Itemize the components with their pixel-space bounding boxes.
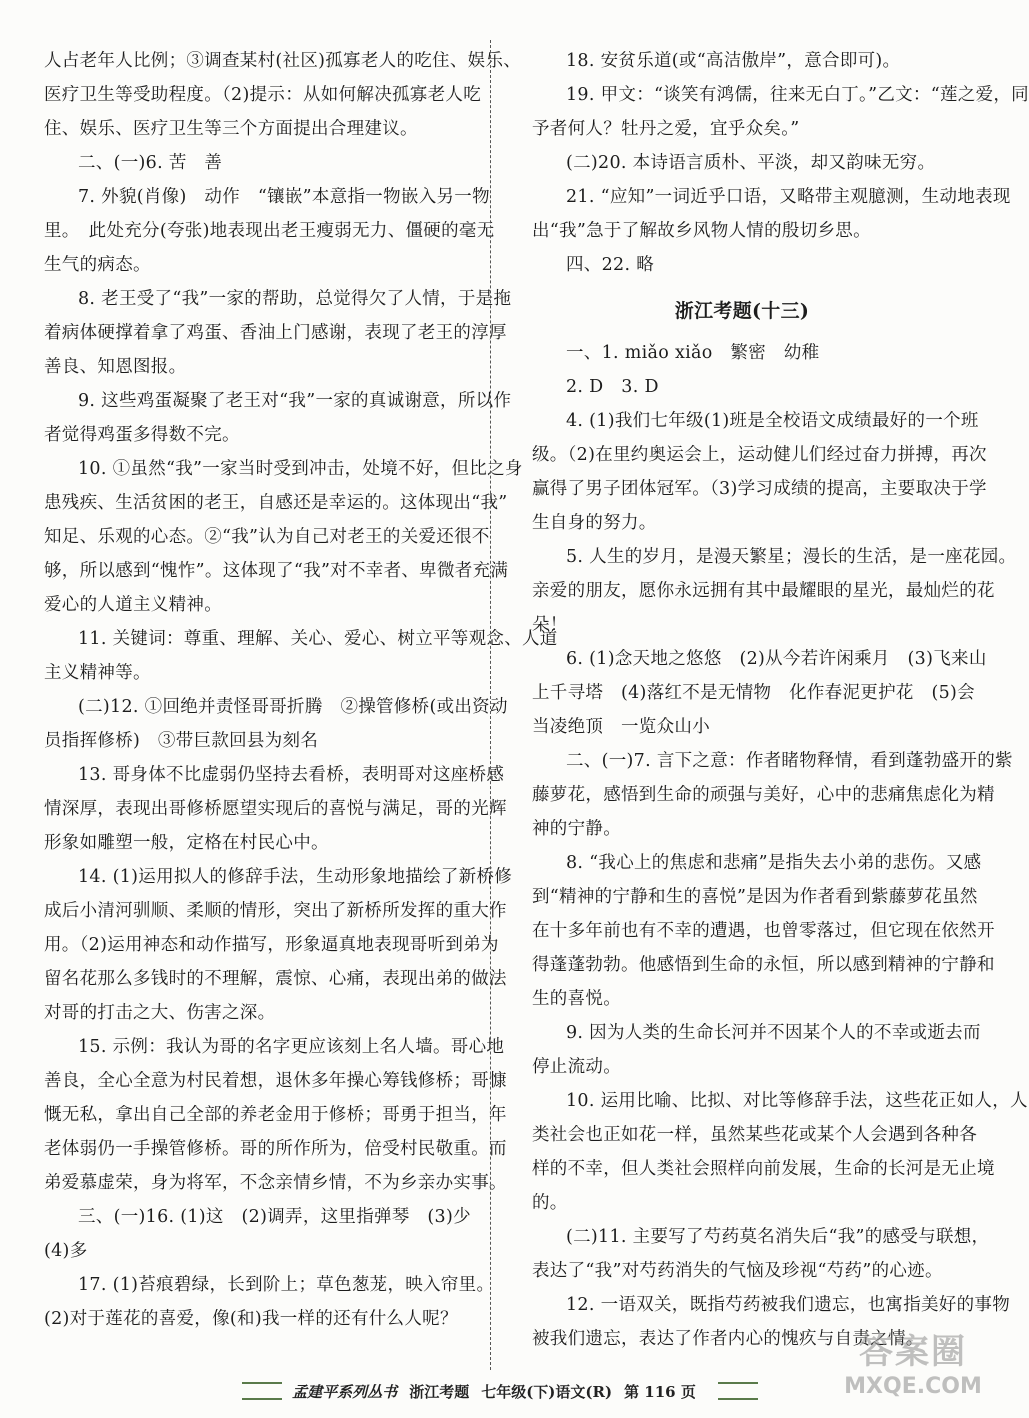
text-line: 二、(一)6. 苦 善 [78,153,223,173]
text-line: 得蓬蓬勃勃。他感悟到生命的永恒，所以感到精神的宁静和 [532,955,995,975]
page-footer [180,1376,820,1406]
text-line: 6. (1)念天地之悠悠 (2)从今若许闲乘月 (3)飞来山 [566,649,987,669]
text-line: (二)12. ①回绝并责怪哥哥折腾 ②操管修桥(或出资动 [78,697,508,717]
text-line: 出“我”急于了解故乡风物人情的殷切乡思。 [532,221,871,241]
section-heading: 浙江考题(十三) [674,300,810,322]
text-line: 8. 老王受了“我”一家的帮助，总觉得欠了人情，于是拖 [78,289,512,309]
text-line: 11. 关键词：尊重、理解、关心、爱心、树立平等观念、人道 [78,629,558,649]
text-line: 留名花那么多钱时的不理解，震惊、心痛，表现出弟的做法 [44,969,507,989]
text-line: 10. ①虽然“我”一家当时受到冲击，处境不好，但比之身 [78,459,523,479]
text-line: 9. 因为人类的生命长河并不因某个人的不幸或逝去而 [566,1023,981,1043]
text-line: 18. 安贫乐道(或“高洁傲岸”，意合即可)。 [566,51,901,71]
text-line: 医疗卫生等受助程度。（2)提示：从如何解决孤寡老人吃 [44,85,482,105]
text-line: 弟爱慕虚荣，身为将军，不念亲情乡情，不为乡亲办实事。 [44,1173,507,1193]
text-line: 患残疾、生活贫困的老王，自感还是幸运的。这体现出“我” [44,493,508,513]
text-line: 对哥的打击之大、伤害之深。 [44,1003,276,1023]
right-column-bottom [532,336,1028,1356]
text-line: 当凌绝顶 一览众山小 [532,717,710,737]
text-line: 被我们遗忘，表达了作者内心的愧疚与自责之情。 [532,1329,924,1349]
text-line: 赢得了男子团体冠军。（3)学习成绩的提高，主要取决于学 [532,479,987,499]
text-line: 在十多年前也有不幸的遭遇，也曾零落过，但它现在依然开 [532,921,995,941]
text-line: 成后小清河驯顺、柔顺的情形，突出了新桥所发挥的重大作 [44,901,507,921]
text-line: 老体弱仍一手操管修桥。哥的所作所为，倍受村民敬重。而 [44,1139,507,1159]
text-line: 慨无私，拿出自己全部的养老金用于修桥；哥勇于担当，年 [44,1105,507,1125]
text-line: 停止流动。 [532,1057,621,1077]
text-line: 级。（2)在里约奥运会上，运动健儿们经过奋力拼搏，再次 [532,445,987,465]
footer-grade: 七年级(下)语文(R) [481,1382,613,1401]
footer-book: 浙江考题 [409,1382,470,1401]
text-line: 用。（2)运用神态和动作描写，形象逼真地表现哥听到弟为 [44,935,499,955]
footer-ornament-left [242,1382,282,1400]
footer-series: 孟建平系列丛书 [292,1382,398,1401]
footer-page-number: 第 116 页 [624,1382,696,1401]
text-line: (二)11. 主要写了芍药莫名消失后“我”的感受与联想， [566,1227,990,1247]
text-line: 形象如雕塑一般，定格在村民心中。 [44,833,329,853]
text-line: 善良、知恩图报。 [44,357,187,377]
text-line: 主义精神等。 [44,663,151,683]
text-line: 4. (1)我们七年级(1)班是全校语文成绩最好的一个班 [566,411,979,431]
text-line: 到“精神的宁静和生的喜悦”是因为作者看到紫藤萝花虽然 [532,887,978,907]
right-column [532,44,1029,1356]
text-line: 17. (1)苔痕碧绿，长到阶上；草色葱茏，映入帘里。 [78,1275,495,1295]
text-line: 四、22. 略 [566,255,654,275]
text-line: 神的宁静。 [532,819,621,839]
column-divider [490,40,491,1370]
text-line: (2)对于莲花的喜爱，像(和)我一样的还有什么人呢？ [44,1309,458,1329]
footer-ornament-right [718,1382,758,1400]
text-line: 9. 这些鸡蛋凝聚了老王对“我”一家的真诚谢意，所以作 [78,391,512,411]
left-column [44,44,558,1336]
text-line: 着病体硬撑着拿了鸡蛋、香油上门感谢，表现了老王的淳厚 [44,323,507,343]
text-line: 类社会也正如花一样，虽然某些花或某个人会遇到各种各 [532,1125,977,1145]
text-line: 善良，全心全意为村民着想，退休多年操心筹钱修桥；哥慷 [44,1071,507,1091]
text-line: 生自身的努力。 [532,513,657,533]
watermark-url: MXQE.COM [844,1374,982,1399]
text-line: 员指挥修桥) ③带巨款回县为刻名 [44,731,319,751]
text-line: 藤萝花，感悟到生命的顽强与美好，心中的悲痛焦虑化为精 [532,785,995,805]
text-line: 5. 人生的岁月，是漫天繁星；漫长的生活，是一座花园。 [566,547,1017,567]
text-line: 够，所以感到“愧怍”。这体现了“我”对不幸者、卑微者充满 [44,561,509,581]
text-line: 知足、乐观的心态。②“我”认为自己对老王的关爱还很不 [44,527,490,547]
text-line: 一、1. miǎo xiǎo 繁密 幼稚 [566,343,820,363]
text-line: 2. D 3. D [566,377,659,397]
text-line: 10. 运用比喻、比拟、对比等修辞手法，这些花正如人，人 [566,1091,1028,1111]
text-line: 情深厚，表现出哥修桥愿望实现后的喜悦与满足，哥的光辉 [44,799,507,819]
text-line: 上千寻塔 (4)落红不是无情物 化作春泥更护花 (5)会 [532,683,975,703]
text-line: 13. 哥身体不比虚弱仍坚持去看桥，表明哥对这座桥感 [78,765,505,785]
text-line: 8. “我心上的焦虑和悲痛”是指失去小弟的悲伤。又感 [566,853,982,873]
text-line: 15. 示例：我认为哥的名字更应该刻上名人墙。哥心地 [78,1037,505,1057]
text-line: 样的不幸，但人类社会照样向前发展，生命的长河是无止境 [532,1159,995,1179]
text-line: 12. 一语双关，既指芍药被我们遗忘，也寓指美好的事物 [566,1295,1010,1315]
text-line: 生的喜悦。 [532,989,621,1009]
text-line: 7. 外貌(肖像) 动作 “镶嵌”本意指一物嵌入另一物 [78,187,490,207]
right-column-top [532,44,1029,282]
text-line: 者觉得鸡蛋多得数不完。 [44,425,240,445]
text-line: 人占老年人比例；③调查某村(社区)孤寡老人的吃住、娱乐、 [44,51,522,71]
text-line: 生气的病态。 [44,255,151,275]
text-line: 表达了“我”对芍药消失的气恼及珍视“芍药”的心迹。 [532,1261,943,1281]
text-line: 住、娱乐、医疗卫生等三个方面提出合理建议。 [44,119,418,139]
text-line: 二、(一)7. 言下之意：作者睹物释情，看到蓬勃盛开的紫 [566,751,1013,771]
text-line: 里。 此处充分(夸张)地表现出老王瘦弱无力、僵硬的毫无 [44,221,495,241]
text-line: (4)多 [44,1241,88,1261]
text-line: 21. “应知”一词近乎口语，又略带主观臆测，生动地表现 [566,187,1011,207]
text-line: 三、(一)16. (1)这 (2)调弄，这里指弹琴 (3)少 [78,1207,471,1227]
watermark-text: 答案圈 [859,1332,967,1372]
text-line: 予者何人？牡丹之爱，宜乎众矣。” [532,119,800,139]
text-line: 的。 [532,1193,568,1213]
text-line: 亲爱的朋友，愿你永远拥有其中最耀眼的星光，最灿烂的花 [532,581,995,601]
text-line: 爱心的人道主义精神。 [44,595,222,615]
text-line: 19. 甲文：“谈笑有鸿儒，往来无白丁。”乙文：“莲之爱，同 [566,85,1029,105]
watermark-logo [838,1330,988,1410]
text-line: 朵！ [532,615,568,635]
text-line: (二)20. 本诗语言质朴、平淡，却又韵味无穷。 [566,153,936,173]
text-line: 14. (1)运用拟人的修辞手法，生动形象地描绘了新桥修 [78,867,513,887]
